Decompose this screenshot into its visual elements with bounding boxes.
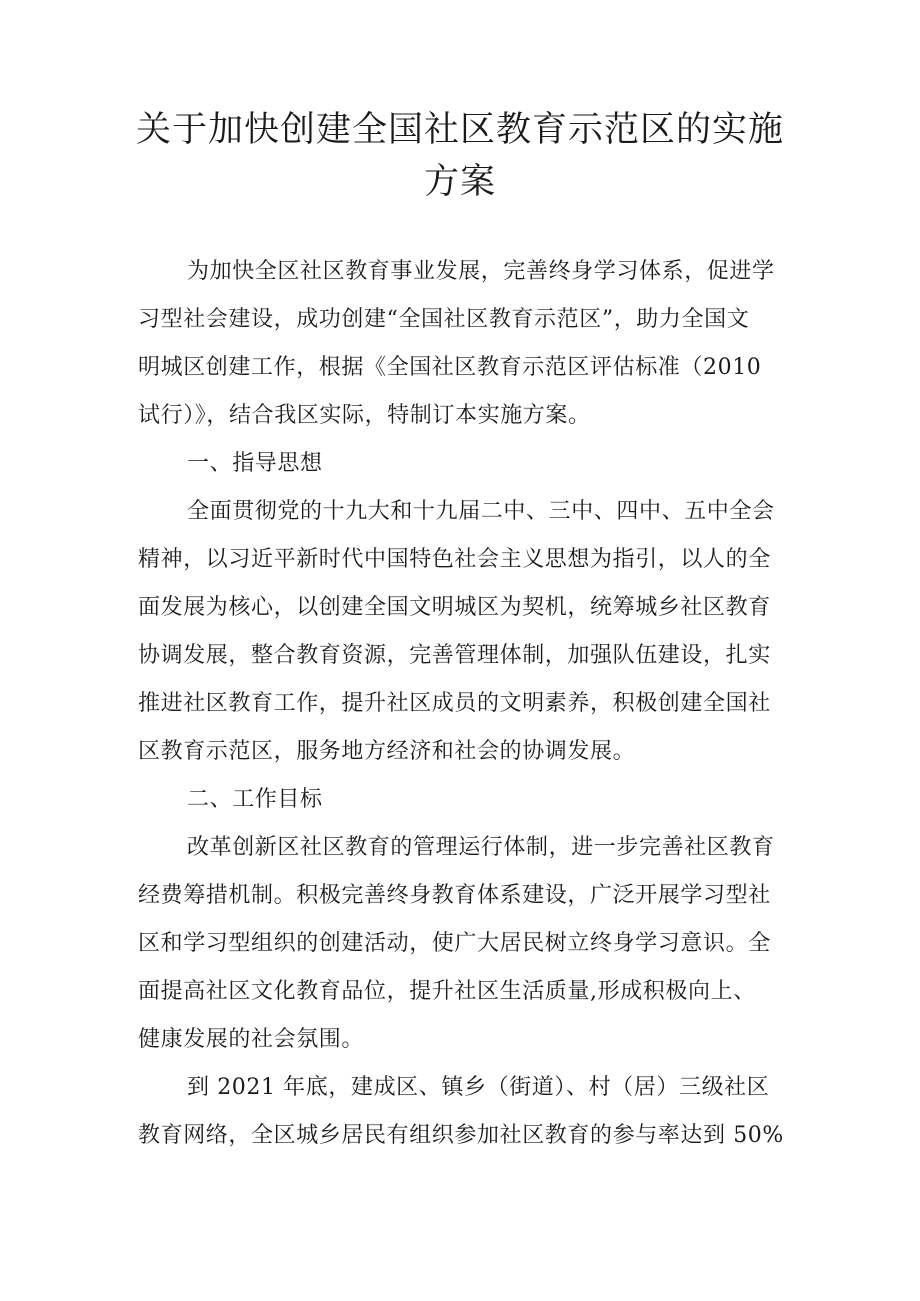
- title-line-2: 方案: [423, 162, 496, 202]
- paragraph-line: 试行）》，结合我区实际，特制订本实施方案。: [138, 403, 591, 428]
- paragraph-line: 改革创新区社区教育的管理运行体制，进一步完善社区教育: [187, 835, 775, 860]
- title-line-1: 关于加快创建全国社区教育示范区的实施: [135, 110, 784, 150]
- paragraph-line: 推进社区教育工作，提升社区成员的文明素养，积极创建全国社: [138, 691, 771, 716]
- paragraph-line: 为加快全区社区教育事业发展，完善终身学习体系，促进学: [187, 259, 775, 284]
- paragraph-line: 教育网络，全区城乡居民有组织参加社区教育的参与率达到 50%: [138, 1123, 784, 1148]
- paragraph-line: 面发展为核心，以创建全国文明城区为契机，统筹城乡社区教育: [138, 595, 771, 620]
- paragraph-line: 协调发展，整合教育资源，完善管理体制，加强队伍建设，扎实: [138, 643, 771, 668]
- section-heading: 一、指导思想: [187, 451, 323, 476]
- paragraph-line: 经费筹措机制。积极完善终身教育体系建设，广泛开展学习型社: [138, 883, 771, 908]
- paragraph-line: 面提高社区文化教育品位，提升社区生活质量,形成积极向上、: [138, 979, 756, 1004]
- paragraph-line: 明城区创建工作，根据《全国社区教育示范区评估标准（2010: [138, 355, 762, 380]
- paragraph-line: 区教育示范区，服务地方经济和社会的协调发展。: [138, 739, 636, 764]
- section-heading: 二、工作目标: [187, 787, 323, 812]
- paragraph-line: 精神，以习近平新时代中国特色社会主义思想为指引，以人的全: [138, 547, 771, 572]
- paragraph-line: 区和学习型组织的创建活动，使广大居民树立终身学习意识。全: [138, 931, 771, 956]
- paragraph-line: 全面贯彻党的十九大和十九届二中、三中、四中、五中全会: [187, 499, 775, 524]
- paragraph-line: 习型社会建设，成功创建“全国社区教育示范区”，助力全国文: [138, 307, 750, 332]
- paragraph-line: 到 2021 年底，建成区、镇乡（街道）、村（居）三级社区: [187, 1075, 770, 1100]
- paragraph-line: 健康发展的社会氛围。: [138, 1027, 365, 1052]
